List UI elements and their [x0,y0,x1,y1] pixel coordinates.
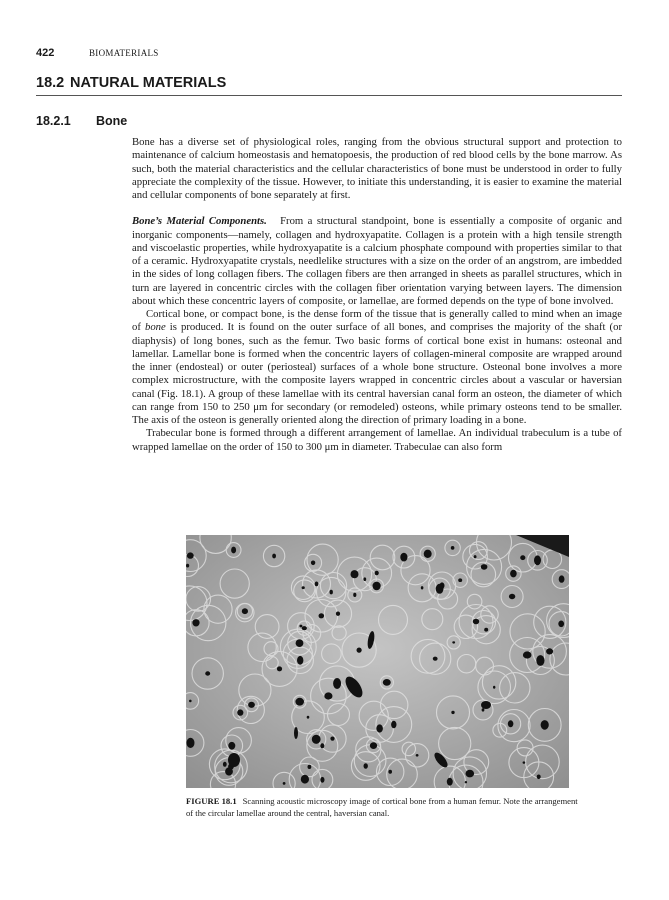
body-text [132,136,622,454]
haversian-canal [466,770,475,778]
haversian-canal [302,586,305,589]
haversian-canal [510,570,517,578]
haversian-canal [187,552,194,558]
cortical-emphasis: bone [144,321,166,334]
haversian-canal [520,555,525,560]
haversian-canal [421,586,424,589]
haversian-canal [336,612,340,616]
cortical-text-a: Cortical bone, or compact bone, is the dense form of the tissue that is generally called to mind when an image of [132,308,622,334]
haversian-canal [481,564,488,570]
haversian-canal [272,554,276,559]
haversian-canal [237,709,243,715]
haversian-canal [523,651,532,658]
haversian-canal [228,742,235,750]
haversian-canal [223,762,227,767]
haversian-canal [534,555,541,565]
figure-label: FIGURE 18.1 [186,796,237,806]
paragraph-trabecular-bone: Trabecular bone is formed through a different arrangement of lamellae. An individual trabeculum is a tube of wrapped lamellae on the order of 150 to 300 μm in diameter. Trabeculae can also form [132,427,622,453]
haversian-canal [351,570,359,578]
haversian-canal [451,546,455,550]
paragraph-intro: Bone has a diverse set of physiological roles, ranging from the obvious structural support and protection to maintenance of calcium homeostasis and hematopoesis, the production of red blood cells by the bone marrow. As such, both the material characteristics and the cellular characteristics of bone must be understood in order to fully appreciate the complexity of the tissue. However, to initiate this understanding, it is easier to examine the material and cellular components of bone separately at first. [132,136,622,201]
haversian-canal [447,778,453,786]
haversian-canal [400,553,407,562]
bone-micrograph-image [186,535,569,788]
haversian-canal [205,671,210,675]
section-number: 18.2 [36,75,65,91]
haversian-canal [283,782,286,785]
haversian-canal [231,547,236,554]
haversian-canal [353,593,356,597]
haversian-canal [357,648,362,653]
subsection-number: 18.2.1 [36,114,71,128]
haversian-canal [320,743,324,748]
haversian-canal [187,738,195,748]
haversian-canal [388,770,392,774]
haversian-canal [308,765,312,769]
page-number: 422 [36,47,55,59]
haversian-canal [302,626,307,630]
haversian-canal [307,716,310,719]
cortical-text-b: is produced. It is found on the outer surface of all bones, and comprises the majority of the shaft (or diaphysis) of long bones, such as the femur. Two basic forms of cortical bone exist in humans: osteonal and lamellar. Lamellar bone is formed when the concentric layers of collagen-mineral composite are wrapped around the inner (endosteal) or outer (periosteal) surfaces of a whole bone structure. Osteonal bone involves a more complex microstructure, with the composite layers wrapped in concentric circles about a vascular or haversian canal (Fig. 18.1). A group of these lamellae with its central haversian canal form an osteon, the diameter of which can range from 150 to 250 μm for secondary (or remodeled) osteons, while primary osteons tend to be smaller. The axis of the osteon is generally oriented along the direction of primary loading in a bone. [132,321,622,426]
haversian-canal [248,702,255,708]
haversian-canal [376,724,383,732]
haversian-canal [242,608,248,614]
haversian-canal [189,700,192,703]
figure-caption-text: Scanning acoustic microscopy image of cortical bone from a human femur. Note the arrangement of the circular lamellae around the central, haversian canal. [186,796,578,818]
haversian-canal [186,564,189,568]
paragraph-cortical-bone [132,308,622,427]
haversian-canal [330,590,333,595]
haversian-canal [440,582,445,588]
section-title: NATURAL MATERIALS [70,75,227,91]
runin-heading: Bone’s Material Components. [132,215,267,228]
haversian-canal [383,679,391,686]
haversian-canal [558,621,564,628]
subsection-title: Bone [96,114,128,128]
haversian-canal [433,657,438,661]
haversian-canal [297,656,303,665]
haversian-canal [424,550,432,558]
paragraph-material-text: From a structural standpoint, bone is essentially a composite of organic and inorganic components—namely, collagen and hydroxyapatite. Collagen is a protein with a high tensile strength and viscoelastic properties, while hydroxyapatite is a calcium phosphate compound with properties similar to that of a ceramic. Hydroxyapatite crystals, needlelike structures with a size on the order of an angstrom, are imbedded in the sides of long collagen fibers. The collagen fibers are then arranged in sheets as parallel structures, which in turn are layered in concentric circles with the collagen fiber orientation varying between layers. The dimension about which these concentric layers of composite, or lamellae, are formed depends on the type of bone involved. [132,215,622,307]
haversian-canal [315,582,319,587]
haversian-canal [299,625,302,628]
subsection-heading [36,114,127,128]
haversian-canal [509,594,515,599]
haversian-canal [508,720,514,727]
haversian-canal [458,578,462,582]
haversian-canal [473,619,479,625]
haversian-canal [391,721,396,728]
haversian-canal [474,555,477,558]
haversian-canal [311,561,315,566]
haversian-canal [320,777,324,783]
haversian-canal [192,619,199,626]
haversian-canal [295,698,304,706]
haversian-canal [330,737,334,741]
haversian-canal [559,575,565,582]
haversian-canal [296,639,304,647]
paragraph-material-components [132,215,622,308]
running-title: BIOMATERIALS [89,48,159,58]
haversian-canal [452,641,455,643]
haversian-canal [541,720,549,730]
haversian-canal [546,648,553,654]
haversian-canal [324,692,332,699]
haversian-canal [319,613,325,618]
haversian-canal [451,711,454,714]
haversian-canal [536,655,544,666]
haversian-canal [373,582,381,591]
section-rule [36,95,622,96]
haversian-canal [537,775,541,780]
haversian-canal [333,678,341,689]
haversian-canal [481,701,491,709]
haversian-canal [364,763,368,769]
haversian-canal [301,775,309,784]
figure-caption [186,795,586,819]
haversian-canal [465,781,467,783]
haversian-canal [370,742,377,749]
haversian-canal [312,735,321,744]
haversian-canal [482,708,485,711]
haversian-canal [294,727,298,739]
section-heading [36,75,226,91]
haversian-canal [375,571,379,576]
haversian-canal [484,628,488,632]
haversian-canal [363,577,366,581]
haversian-canal [523,761,526,763]
haversian-canal [493,686,495,689]
bone-micrograph-figure [186,535,569,788]
haversian-canal [277,666,282,671]
haversian-canal [228,753,240,767]
haversian-canal [416,754,419,757]
